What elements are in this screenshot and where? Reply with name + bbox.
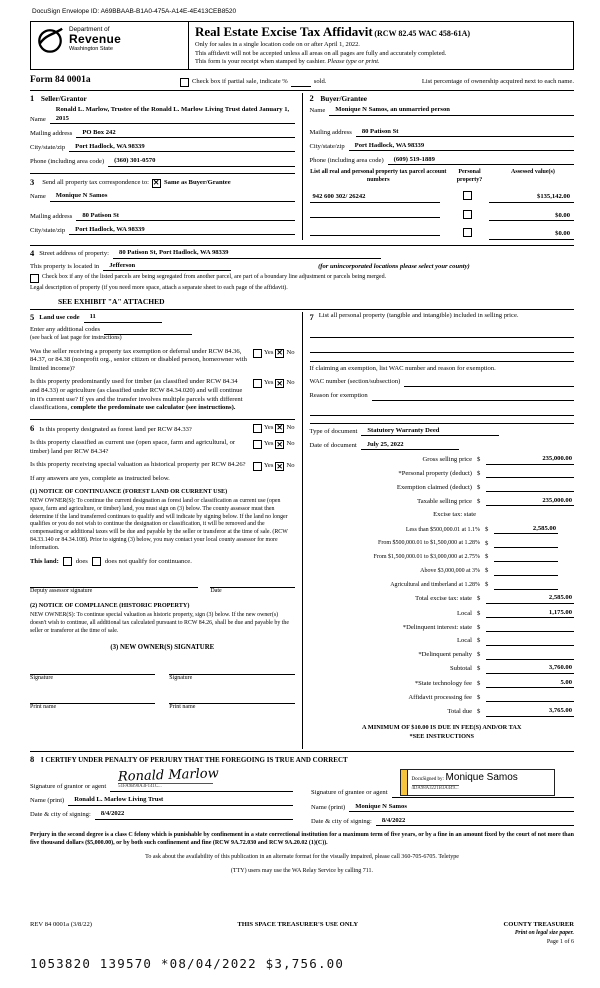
reason-exemption-label: Reason for exemption	[309, 391, 368, 399]
grantee-name-print-label: Name (print)	[311, 803, 346, 811]
money-value[interactable]	[486, 637, 574, 646]
money-value[interactable]	[486, 483, 574, 492]
treasurer-space-label: THIS SPACE TREASURER'S USE ONLY	[237, 920, 359, 928]
county-field[interactable]: Jefferson	[103, 262, 231, 272]
grantee-signature-name: Monique Samos	[445, 772, 518, 784]
money-label: Subtotal	[450, 665, 472, 673]
money-row	[310, 539, 575, 548]
grantor-name-print-label: Name (print)	[30, 797, 65, 805]
currency-symbol: $	[485, 567, 489, 575]
seller-phone-label: Phone (including area code)	[30, 157, 105, 165]
money-row	[310, 455, 575, 465]
minimum-due-note: A MINIMUM OF $10.00 IS DUE IN FEE(S) AND/OR TAX	[362, 723, 522, 731]
deputy-assessor-signature-label: Deputy assessor signature	[30, 588, 93, 595]
section1	[30, 93, 295, 167]
signature-label: Signature	[30, 674, 53, 681]
parcel-table-header	[310, 169, 575, 185]
buyer-mailing-label: Mailing address	[309, 128, 352, 136]
treasurer-stamp: 1053820 139570 *08/04/2022 $3,756.00	[30, 955, 345, 971]
grantor-signature-block	[30, 766, 293, 826]
section5	[30, 312, 295, 413]
yes-label: Yes	[263, 348, 274, 356]
form-title: Real Estate Excise Tax Affidavit	[195, 24, 373, 40]
type-of-document-field[interactable]: Statutory Warranty Deed	[361, 427, 499, 437]
additional-codes-note: (see back of last page for instructions)	[30, 334, 122, 341]
revenue-logo-icon	[36, 26, 64, 54]
currency-symbol: $	[477, 455, 481, 463]
section2	[310, 93, 575, 166]
grantee-signature-field[interactable]	[392, 769, 574, 798]
currency-symbol: $	[477, 707, 481, 715]
parcel-row	[310, 209, 575, 222]
currency-symbol: $	[485, 553, 489, 561]
sections-1-2-3	[30, 93, 574, 240]
money-label: Agricultural and timberland at 1.28%	[390, 581, 480, 588]
forest-land-question: Is this property designated as forest land per RCW 84.33?	[39, 425, 192, 433]
money-value[interactable]	[486, 651, 574, 660]
currency-symbol: $	[477, 637, 481, 645]
current-use-question: Is this property classified as current use (open space, farm and agricultural, or timber) land per RCW 84.34?	[30, 439, 236, 455]
docusign-envelope-id: DocuSign Envelope ID: A69BBAAB-B1A0-475A-A14E-4E413CEB8520	[32, 8, 237, 15]
money-value[interactable]: 235,000.00	[486, 455, 574, 465]
money-value[interactable]: 2,585.00	[494, 525, 558, 535]
buyer-city-label: City/state/zip	[309, 142, 345, 150]
currency-symbol: $	[477, 483, 481, 491]
section3	[30, 177, 295, 236]
buyer-mailing-field[interactable]: 80 Patison St	[356, 128, 574, 138]
correspondence-city-label: City/state/zip	[30, 226, 66, 234]
notice-compliance-title: (2) NOTICE OF COMPLIANCE (HISTORIC PROPERTY)	[30, 602, 190, 610]
date-of-document-label: Date of document	[309, 441, 357, 449]
q-no-checkbox[interactable]	[275, 462, 284, 471]
additional-codes-field[interactable]	[104, 326, 192, 335]
money-label: *State technology fee	[414, 679, 472, 687]
deputy-date-label: Date	[210, 588, 222, 595]
legal-description-value[interactable]: SEE EXHIBIT "A" ATTACHED	[58, 297, 165, 307]
segregated-label: Check box if any of the listed parcels are being segregated from another parcel, are part of a boundary line adjustment or parcels being merged.	[42, 274, 387, 281]
title-block	[188, 22, 573, 69]
correspondence-name-label: Name	[30, 193, 46, 201]
currency-symbol: $	[477, 693, 481, 701]
currency-symbol: $	[485, 581, 489, 588]
seller-city-label: City/state/zip	[30, 143, 66, 151]
q-yes-checkbox[interactable]	[253, 440, 262, 449]
new-owner-signature-field[interactable]	[169, 665, 294, 675]
perjury-notice: Perjury in the second degree is a class C felony which is punishable by confinement in a state correctional institution for a maximum term of five years, or by a fine in an amount fixed by the court of not more than five thousand dollars ($5,000.00), or by both such confinement and fine (RCW 9A.72.030 and RCW 9A.20.02 (1)(C)).	[30, 832, 574, 846]
historic-property-question: Is this property receiving special valuation as historical property per RCW 84.26?	[30, 461, 246, 469]
no-label: No	[286, 379, 295, 387]
personal-property-checkbox[interactable]	[463, 228, 472, 237]
buyer-name-field[interactable]: Monique N Samos, an unmarried person	[329, 106, 574, 116]
land-use-code-field[interactable]: 11	[84, 313, 162, 323]
no-label: No	[286, 423, 295, 431]
money-row	[310, 567, 575, 576]
currency-symbol: $	[477, 623, 481, 631]
section6-number: 6	[30, 422, 35, 433]
grantee-docusign-id: 4DA98A3221B3A449...	[411, 786, 459, 792]
grantor-date-label: Date & city of signing:	[30, 811, 91, 819]
reason-exemption-field[interactable]	[372, 392, 574, 401]
parcel-col-header: List all real and personal property tax parcel account numbers	[310, 169, 447, 184]
seller-city-field[interactable]: Port Hadlock, WA 98339	[69, 143, 294, 153]
new-owner-print-name-field[interactable]	[169, 694, 294, 704]
correspondence-mailing-label: Mailing address	[30, 212, 73, 220]
header-note-3: This form is your receipt when stamped by cashier. Please type or print.	[195, 57, 380, 65]
money-value[interactable]: 3,760.00	[486, 664, 574, 674]
money-label: Less than $500,000.01 at 1.1%	[405, 526, 480, 533]
money-row	[310, 525, 575, 535]
legal-description-label: Legal description of property (if you need more space, attach a separate sheet to each page of the affidavit).	[30, 285, 288, 292]
print-name-label: Print name	[30, 704, 57, 711]
does-label: does	[75, 557, 88, 565]
partial-sold-label: sold.	[313, 78, 327, 86]
dept-line2: Revenue	[69, 32, 122, 47]
personal-property-checkbox[interactable]	[463, 210, 472, 219]
money-label: Taxable selling price	[417, 497, 472, 505]
dept-line1: Department of	[69, 26, 110, 34]
money-row	[310, 623, 575, 632]
see-instructions-note: *SEE INSTRUCTIONS	[409, 732, 475, 740]
money-value[interactable]	[494, 567, 558, 576]
q-no-checkbox[interactable]	[275, 349, 284, 358]
county-note: (for unincorporated locations please select your county)	[318, 262, 470, 270]
money-row	[310, 664, 575, 674]
currency-symbol: $	[485, 539, 489, 547]
assessed-value-field[interactable]: $135,142.00	[489, 193, 574, 203]
money-label: Total excise tax: state	[415, 595, 472, 603]
personal-property-col-header: Personal property?	[456, 169, 483, 184]
new-owner-print-name-field[interactable]	[30, 694, 155, 704]
money-row	[310, 609, 575, 619]
assessed-value-field[interactable]: $0.00	[489, 230, 574, 240]
send-correspondence-label: Send all property tax correspondence to:	[42, 179, 149, 187]
personal-property-field[interactable]	[310, 342, 575, 353]
buyer-phone-label: Phone (including area code)	[309, 156, 384, 164]
money-label: Affidavit processing fee	[408, 693, 472, 701]
buyer-phone-field[interactable]: (609) 519-1889	[388, 156, 574, 166]
money-label: Gross selling price	[422, 455, 472, 463]
money-value[interactable]: 5.00	[486, 679, 574, 689]
deputy-date-field[interactable]	[210, 578, 294, 588]
page-number: Page 1 of 6	[546, 938, 574, 945]
money-row	[310, 707, 575, 717]
money-label: Exemption claimed (deduct)	[396, 483, 472, 491]
section2-title: Buyer/Grantee	[320, 93, 368, 103]
currency-symbol: $	[477, 497, 481, 505]
parcel-number-field[interactable]: 942 600 302/ 26242	[310, 193, 440, 203]
seller-phone-field[interactable]: (360) 301-0570	[108, 157, 294, 167]
correspondence-name-field[interactable]: Monique N Samos	[50, 192, 295, 202]
new-owners-signature-title: (3) NEW OWNER(S) SIGNATURE	[110, 643, 215, 651]
section4-number: 4	[30, 247, 35, 258]
money-row	[310, 651, 575, 660]
money-label: *Delinquent penalty	[418, 651, 472, 659]
section1-number: 1	[30, 92, 35, 103]
money-row	[310, 637, 575, 646]
page-footer	[30, 921, 574, 972]
docusign-tab-icon	[401, 770, 408, 795]
section5-number: 5	[30, 311, 35, 322]
correspondence-mailing-field[interactable]: 80 Patison St	[76, 212, 294, 222]
section6	[30, 423, 295, 712]
street-address-label: Street address of property:	[39, 250, 110, 258]
seller-mailing-field[interactable]: PO Box 242	[76, 129, 294, 139]
notice-compliance-body: NEW OWNER(S): To continue special valuation as historic property, sign (3) below. If the new owner(s) doesn't wish to continue, all additional tax calculated pursuant to RCW 84.26, shall be due and payable by the seller or transferor at the time of sale.	[30, 612, 289, 634]
grantor-signature-label: Signature of grantor or agent	[30, 783, 107, 791]
docusigned-by-label: DocuSigned by:	[411, 777, 444, 783]
no-label: No	[286, 348, 295, 356]
q-no-checkbox[interactable]	[275, 424, 284, 433]
section4	[30, 248, 574, 307]
grantee-name-print-field[interactable]: Monique N Samos	[349, 803, 574, 813]
dept-line3: Washington State	[69, 46, 113, 53]
section7	[303, 312, 575, 749]
grantor-name-print-field[interactable]: Ronald L. Marlow Living Trust	[68, 796, 293, 806]
notice-continuance-body: NEW OWNER(S): To continue the current designation as forest land or classification as current use (open space, farm and agriculture, or timber) land, you must sign on (3) below. The county assessor must then determine if the land transferred continues to qualify and will indicate by signing below. If the land no longer qualifies or you do not wish to continue the designation or classification, it will be removed and the compensating or additional taxes will be due and payable by the seller or transferor at the time of sale. (RCW 84.33.140 or 84.34.108). Prior to signing (3) below, you may contact your local county assessor for more information.	[30, 498, 288, 551]
yes-label: Yes	[263, 462, 274, 470]
exemption-note: If claiming an exemption, list WAC number and reason for exemption.	[309, 364, 496, 372]
answers-yes-note: If any answers are yes, complete as instructed below.	[30, 475, 170, 483]
money-label: Above $3,000,000 at 3%	[420, 567, 480, 574]
section7-number: 7	[309, 311, 314, 322]
money-label: *Delinquent interest: state	[402, 623, 472, 631]
section1-title: Seller/Grantor	[40, 93, 87, 103]
assessed-value-field[interactable]: $0.00	[489, 212, 574, 222]
county-treasurer-label: COUNTY TREASURER	[503, 920, 574, 928]
tty-note: (TTY) users may use the WA Relay Service by calling 711.	[230, 867, 374, 874]
same-as-buyer-label: Same as Buyer/Grantee	[164, 179, 231, 187]
money-value[interactable]: 3,765.00	[486, 707, 574, 717]
street-address-field[interactable]: 80 Patison St, Port Hadlock, WA 98339	[113, 249, 381, 259]
personal-property-checkbox[interactable]	[463, 191, 472, 200]
currency-symbol: $	[477, 665, 481, 673]
date-of-document-field[interactable]: July 25, 2022	[361, 441, 459, 451]
exemption-deferral-question: Was the seller receiving a property tax exemption or deferral under RCW 84.36, 84.37, or 84.38 (nonprofit org., senior citizen or disabled person, homeowner with limited income)?	[30, 347, 247, 372]
partial-sale-row	[180, 77, 574, 87]
section2-number: 2	[309, 92, 314, 103]
currency-symbol: $	[477, 469, 481, 477]
money-label: Local	[456, 637, 472, 645]
yes-label: Yes	[263, 440, 274, 448]
money-row	[310, 679, 575, 689]
currency-symbol: $	[477, 609, 481, 617]
partial-percent-field[interactable]	[291, 77, 311, 87]
section8	[30, 754, 574, 826]
money-value[interactable]: 1,175.00	[486, 609, 574, 619]
q-no-checkbox[interactable]	[275, 379, 284, 388]
no-label: No	[286, 462, 295, 470]
money-value[interactable]	[486, 623, 574, 632]
money-label: From $1,500,000.01 to $3,000,000 at 2.75%	[373, 554, 480, 561]
agency-block	[31, 22, 188, 69]
deputy-assessor-signature-field[interactable]	[30, 578, 198, 588]
grantee-signature-label: Signature of grantee or agent	[311, 789, 388, 797]
wac-number-label: WAC number (section/subsection)	[309, 378, 401, 386]
rev-number: REV 84 0001a (3/8/22)	[30, 920, 92, 928]
section8-number: 8	[30, 753, 35, 764]
money-row	[310, 693, 575, 702]
q-yes-checkbox[interactable]	[253, 462, 262, 471]
money-row	[310, 483, 575, 492]
partial-sale-checkbox[interactable]	[180, 78, 189, 87]
header-note-1: Only for sales in a single location code on or after April 1, 2022.	[195, 41, 360, 49]
money-row	[310, 581, 575, 590]
grantee-date-field[interactable]: 8/4/2022	[376, 817, 574, 827]
notice-continuance-title: (1) NOTICE OF CONTINUANCE (FOREST LAND OR CURRENT USE)	[30, 487, 228, 495]
q-yes-checkbox[interactable]	[253, 379, 262, 388]
seller-mailing-label: Mailing address	[30, 129, 73, 137]
money-value[interactable]	[486, 693, 574, 702]
form-header	[30, 21, 574, 70]
alternate-format-note: To ask about the availability of this publication in an alternate format for the visually impaired, please call 360-705-6705. Teletype	[145, 853, 459, 860]
does-not-label: does not qualify for continuance.	[104, 557, 192, 565]
timber-agriculture-question: Is this property predominantly used for timber (as classified under RCW 84.34 and 84.33) or agriculture (as classified under RCW 84.34.020) and will continue in it's current use? If yes and the transfer involves multiple parcels with different classifications, complete the predominate use calculator (see instructions).	[30, 378, 243, 412]
money-label: *Personal property (deduct)	[398, 469, 472, 477]
buyer-name-label: Name	[309, 107, 326, 115]
money-label: From $500,000.01 to $1,500,000 at 1.28%	[378, 540, 480, 547]
same-as-buyer-checkbox[interactable]	[152, 179, 161, 188]
q-yes-checkbox[interactable]	[253, 349, 262, 358]
signature-label: Signature	[169, 674, 193, 681]
money-value[interactable]	[494, 581, 558, 590]
reason-exemption-field[interactable]	[310, 405, 575, 416]
grantor-date-field[interactable]: 8/4/2022	[95, 810, 293, 820]
currency-symbol: $	[477, 679, 481, 687]
no-label: No	[286, 440, 295, 448]
this-land-label: This land:	[30, 557, 59, 565]
new-owner-signature-field[interactable]	[30, 665, 155, 675]
money-row	[310, 553, 575, 562]
money-label: Local	[456, 609, 472, 617]
money-value[interactable]: 235,000.00	[486, 497, 574, 507]
form-number: Form 84 0001a	[30, 75, 91, 86]
land-does-checkbox[interactable]	[63, 557, 72, 566]
yes-label: Yes	[263, 423, 274, 431]
located-in-label: This property is located in	[30, 262, 100, 270]
q-yes-checkbox[interactable]	[253, 424, 262, 433]
currency-symbol: $	[477, 595, 481, 603]
money-label: Total due	[447, 707, 472, 715]
grantee-signature-block	[311, 769, 574, 826]
section3-number: 3	[30, 176, 35, 187]
money-row	[310, 497, 575, 507]
correspondence-city-field[interactable]: Port Hadlock, WA 98339	[69, 226, 294, 236]
money-value[interactable]	[486, 469, 574, 478]
certify-statement: I CERTIFY UNDER PENALTY OF PERJURY THAT THE FOREGOING IS TRUE AND CORRECT	[40, 755, 348, 764]
money-value[interactable]	[494, 539, 558, 548]
land-use-code-label: Land use code	[39, 314, 80, 322]
grantor-signature-script: Ronald Marlow	[117, 766, 220, 786]
parcel-number-field[interactable]	[310, 209, 440, 218]
ownership-percent-note: List percentage of ownership acquired next to each name.	[421, 78, 574, 86]
personal-property-intro: List all personal property (tangible and intangible) included in selling price.	[318, 311, 519, 319]
currency-symbol: $	[485, 525, 489, 533]
type-of-document-label: Type of document	[309, 427, 358, 435]
segregated-checkbox[interactable]	[30, 274, 39, 283]
excise-tax-state-header: Excise tax: state	[433, 511, 476, 519]
grantor-docusign-id: 51FA9B90A3F141C...	[118, 783, 213, 790]
land-does-not-checkbox[interactable]	[92, 557, 101, 566]
seller-name-label: Name	[30, 115, 46, 123]
docusign-signature-box	[400, 769, 555, 796]
parcel-row	[310, 227, 575, 240]
personal-property-field[interactable]	[310, 327, 575, 338]
parcel-number-field[interactable]	[310, 227, 440, 236]
header-note-2: This affidavit will not be accepted unless all areas on all pages are fully and accurately completed.	[195, 49, 447, 57]
form-title-rcw: (RCW 82.45 WAC 458-61A)	[374, 29, 471, 39]
currency-symbol: $	[477, 651, 481, 659]
grantee-date-label: Date & city of signing:	[311, 817, 372, 825]
assessed-value-col-header: Assessed value(s)	[511, 169, 555, 176]
wac-number-field[interactable]	[404, 378, 574, 387]
buyer-city-field[interactable]: Port Hadlock, WA 98339	[349, 142, 574, 152]
partial-sale-label: Check box if partial sale, indicate %	[192, 78, 288, 86]
q-no-checkbox[interactable]	[275, 440, 284, 449]
parcel-row	[310, 191, 575, 203]
additional-codes-label: Enter any additional codes	[30, 326, 101, 334]
yes-label: Yes	[263, 379, 274, 387]
print-name-label: Print name	[169, 704, 196, 711]
legal-size-note: Print on legal size paper.	[514, 930, 574, 937]
money-value[interactable]: 2,585.00	[486, 594, 574, 604]
money-row	[310, 469, 575, 478]
money-value[interactable]	[494, 553, 558, 562]
grantor-signature-field[interactable]	[110, 766, 293, 791]
seller-name-field[interactable]: Ronald L. Marlow, Trustee of the Ronald L. Marlow Living Trust dated January 1, 2015	[50, 106, 295, 124]
money-row	[310, 594, 575, 604]
